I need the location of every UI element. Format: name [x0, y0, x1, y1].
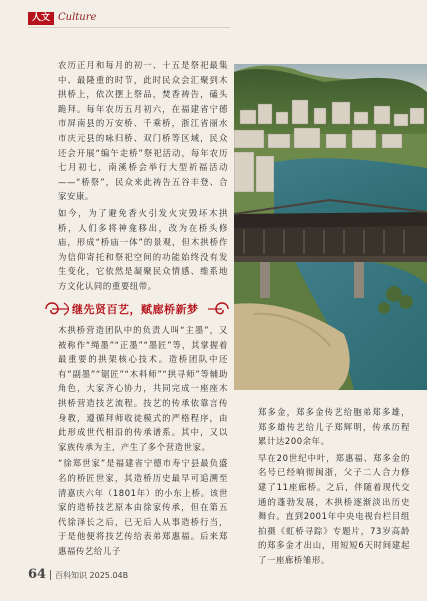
section-subheading	[42, 298, 232, 320]
page-number: 64	[28, 567, 47, 582]
paragraph-temple-integration: 如今，为了避免香火引发火灾毁坏木拱桥，人们多将神龛移出，改为在桥头修庙，形成“桥庙一体”的景观，但木拱桥作为信仰寄托和祭祀空间的功能始终没有发生变化，它依然是凝聚民众情感、维系地方文化认同的重要纽带。	[58, 207, 228, 291]
article-column-right	[258, 405, 410, 568]
paragraph-revival: 早在20世纪中叶，郑惠福、郑多金的名号已经响彻闽浙，父子二人合力修建了11座廊桥。之后，伴随着现代交通的蓬勃发展，木拱桥逐渐淡出历史舞台。直到2001年中央电视台栏目组拍摄《虹桥寻踪》专题片，73岁高龄的郑多金才出山，用短短6天时间建起了一座廊桥雏形。	[258, 452, 410, 565]
header-divider	[28, 27, 230, 28]
paragraph-master-builders: 木拱桥营造团队中的负责人叫“主墨”，又被称作“绳墨”“正墨”“墨匠”等，其掌握着最重要的拱架核心技术。造桥团队中还有“副墨”“锯匠”“木料师”“拱寻师”等辅助角色，大家齐心协力，共同完成一座座木拱桥营造技艺流程。技艺的传承依靠言传身教，遵循拜师收徒模式的严格程序，由此形成世代相沿的传承谱系。其中，又以家族传承为主，产生了多个营造世家。	[58, 325, 228, 452]
covered-bridge-image	[234, 64, 427, 390]
section-label-en: Culture	[58, 12, 97, 23]
article-column-left-top	[58, 58, 228, 294]
article-column-left-bottom	[58, 323, 228, 559]
paragraph-festival-rituals: 农历正月和每月的初一、十五是祭祀最集中、最隆重的时节，此时民众会汇聚到木拱桥上，依次摆上祭品，焚香祷告，磕头跪拜。每年农历五月初六，在福建省宁德市屏南县的万安桥、千乘桥，浙江省丽水市庆元县的咏归桥、双门桥等区域，民众还会开展“编午走桥”祭祀活动，每年农历七月初七，南溪桥会举行大型祈福活动——“桥祭”，民众来此祷告五谷丰登、合家安康。	[58, 60, 228, 202]
section-tag: 人文	[28, 12, 54, 25]
journal-issue: 百科知识 2025.04B	[55, 571, 129, 580]
footer-divider	[50, 570, 51, 580]
subheading-text: 继先贤百艺，赋廊桥新梦	[72, 303, 199, 316]
bridge-aerial-photo	[234, 64, 427, 390]
paragraph-lineage: 郑多金，郑多金传艺给胞弟郑多雄，郑多雄传艺给儿子郑辉明，传承历程累计达200余年。	[258, 407, 410, 447]
page-header	[0, 0, 427, 34]
paragraph-xu-zheng-family: “徐郑世家”是福建省宁德市寿宁县最负盛名的桥匠世家，其造桥历史最早可追溯至清嘉庆六年（1801年）的小东上桥。该世家的造桥技艺原本由徐家传承，但在第五代徐泽长之后，已无后人从事造桥行当，于是他便将技艺传给表弟郑惠福。后来郑惠福传艺给儿子	[58, 458, 228, 556]
